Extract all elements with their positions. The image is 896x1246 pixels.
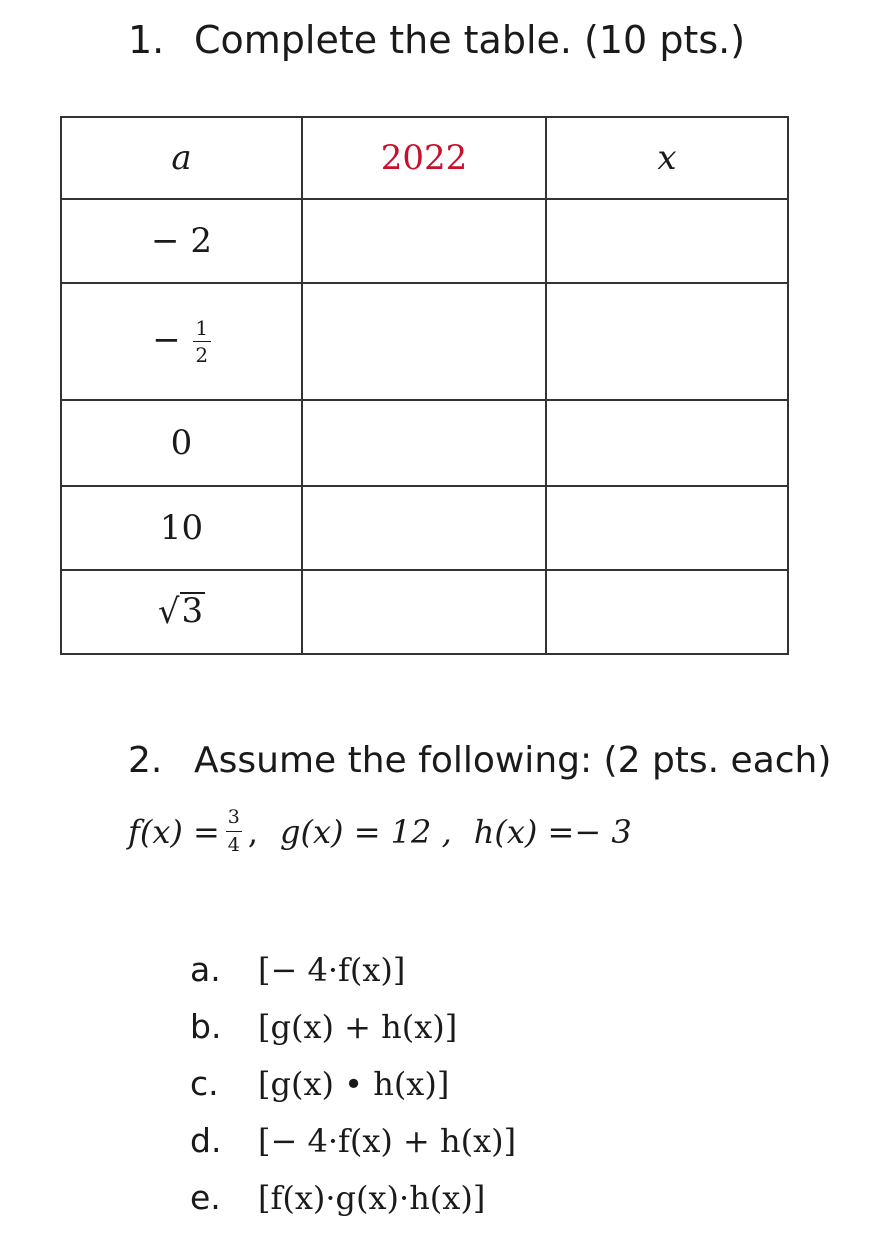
function-definitions (128, 808, 632, 855)
question-2-title (128, 740, 831, 781)
answer-cell[interactable] (546, 570, 788, 654)
part-expression: [g(x) + h(x)] (258, 1008, 458, 1046)
f-fraction (226, 808, 242, 855)
answer-cell[interactable] (302, 400, 546, 486)
fraction-denominator: 2 (195, 343, 209, 367)
header-2022: 2022 (302, 117, 546, 199)
g-definition: g(x) = 12 , (280, 812, 452, 851)
part-letter: a. (190, 950, 221, 989)
list-item (190, 1178, 516, 1235)
list-item (190, 1064, 516, 1121)
table-row (61, 199, 788, 283)
part-letter: e. (190, 1178, 221, 1217)
cell-a-sqrt-3 (61, 570, 302, 654)
table-row (61, 486, 788, 570)
minus-sign: − (152, 319, 181, 360)
list-item (190, 1121, 516, 1178)
radicand: 3 (181, 590, 204, 631)
list-item (190, 1007, 516, 1064)
part-letter: c. (190, 1064, 219, 1103)
answer-cell[interactable] (302, 199, 546, 283)
list-item (190, 950, 516, 1007)
sub-questions (190, 950, 516, 1235)
cell-a-neg-half (61, 283, 302, 400)
f-denominator: 4 (227, 834, 240, 856)
part-expression: [− 4·f(x)] (258, 951, 406, 989)
part-expression: [g(x) • h(x)] (258, 1065, 450, 1103)
answer-cell[interactable] (546, 486, 788, 570)
part-letter: d. (190, 1121, 222, 1160)
part-letter: b. (190, 1007, 222, 1046)
f-numerator: 3 (227, 806, 240, 828)
h-definition: h(x) =− 3 (473, 812, 632, 851)
answer-cell[interactable] (546, 199, 788, 283)
cell-a-10: 10 (61, 486, 302, 570)
table-header-row (61, 117, 788, 199)
part-expression: [− 4·f(x) + h(x)] (258, 1122, 517, 1160)
separator: , (247, 812, 259, 851)
cell-a-neg-2: − 2 (61, 199, 302, 283)
question-1-text: Complete the table. (10 pts.) (194, 18, 746, 62)
table-row (61, 570, 788, 654)
square-root (157, 590, 205, 633)
question-1-title (128, 18, 745, 62)
table-row (61, 400, 788, 486)
fraction (193, 318, 211, 365)
answer-cell[interactable] (546, 400, 788, 486)
f-definition-lhs: f(x) = (128, 812, 220, 851)
table-row (61, 283, 788, 400)
answer-cell[interactable] (302, 486, 546, 570)
radical-sign: √ (157, 592, 180, 633)
cell-a-0: 0 (61, 400, 302, 486)
question-2-number: 2. (128, 740, 163, 781)
answer-table (60, 116, 789, 655)
header-a: a (61, 117, 302, 199)
part-expression: [f(x)·g(x)·h(x)] (258, 1179, 486, 1217)
question-1-number: 1. (128, 18, 165, 62)
answer-cell[interactable] (546, 283, 788, 400)
question-2-text: Assume the following: (2 pts. each) (194, 740, 832, 781)
answer-cell[interactable] (302, 570, 546, 654)
answer-cell[interactable] (302, 283, 546, 400)
header-x: x (546, 117, 788, 199)
fraction-numerator: 1 (195, 316, 209, 340)
